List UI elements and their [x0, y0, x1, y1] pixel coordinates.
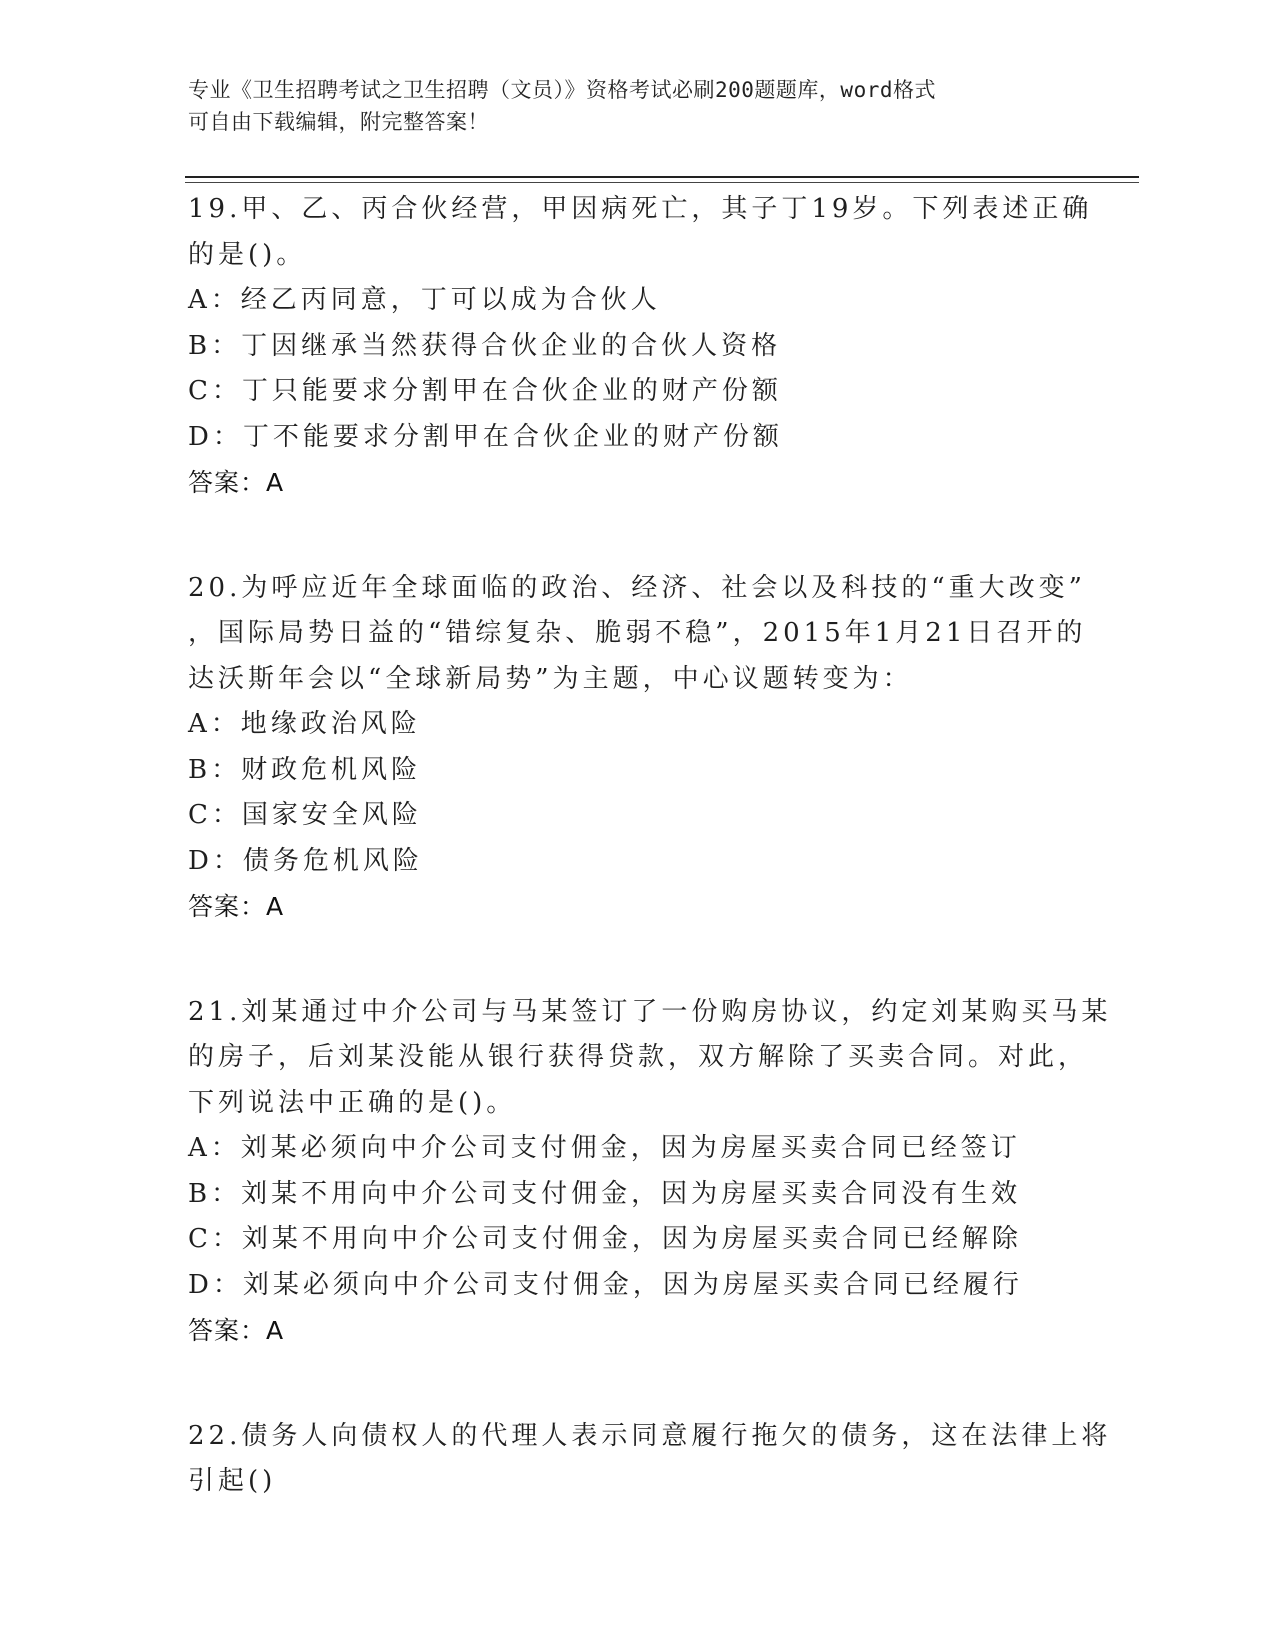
document-header: [188, 74, 1088, 138]
question-19: [188, 187, 1093, 506]
option-a: A：经乙丙同意，丁可以成为合伙人: [188, 285, 661, 315]
question-stem-line: 的房子，后刘某没能从银行获得贷款，双方解除了买卖合同。对此，: [188, 1042, 1089, 1072]
option-a: A：刘某必须向中介公司支付佣金，因为房屋买卖合同已经签订: [188, 1133, 1021, 1163]
header-line-1: 专业《卫生招聘考试之卫生招聘（文员）》资格考试必刷200题题库，word格式: [188, 78, 936, 102]
option-b: B：财政危机风险: [188, 754, 422, 785]
question-20: [188, 566, 1088, 930]
question-22: [188, 1414, 1112, 1505]
question-stem-line: 20.为呼应近年全球面临的政治、经济、社会以及科技的“重大改变”: [188, 572, 1086, 603]
option-b: B：丁因继承当然获得合伙企业的合伙人资格: [188, 330, 782, 361]
header-divider-thick: [185, 176, 1139, 178]
question-stem-line: 引起(): [188, 1466, 277, 1496]
question-stem-line: ，国际局势日益的“错综复杂、脆弱不稳”，2015年1月21日召开的: [188, 618, 1087, 648]
answer-label: 答案：A: [188, 468, 285, 497]
option-d: D：丁不能要求分割甲在合伙企业的财产份额: [188, 421, 783, 452]
answer-label: 答案：A: [188, 892, 285, 921]
option-d: D：刘某必须向中介公司支付佣金，因为房屋买卖合同已经履行: [188, 1269, 1023, 1300]
question-list: [188, 187, 1112, 1565]
option-a: A：地缘政治风险: [188, 709, 421, 739]
option-b: B：刘某不用向中介公司支付佣金，因为房屋买卖合同没有生效: [188, 1178, 1022, 1209]
question-stem-line: 21.刘某通过中介公司与马某签订了一份购房协议，约定刘某购买马某: [188, 996, 1112, 1027]
question-stem-line: 下列说法中正确的是()。: [188, 1087, 517, 1118]
question-stem-line: 22.债务人向债权人的代理人表示同意履行拖欠的债务，这在法律上将: [188, 1420, 1112, 1451]
option-d: D：债务危机风险: [188, 845, 423, 876]
option-c: C：刘某不用向中介公司支付佣金，因为房屋买卖合同已经解除: [188, 1224, 1022, 1254]
question-stem-line: 达沃斯年会以“全球新局势”为主题，中心议题转变为：: [188, 663, 913, 694]
option-c: C：国家安全风险: [188, 800, 422, 830]
question-21: [188, 990, 1112, 1354]
option-c: C：丁只能要求分割甲在合伙企业的财产份额: [188, 376, 782, 406]
header-divider-thin: [185, 182, 1139, 183]
header-line-2: 可自由下载编辑，附完整答案！: [188, 110, 489, 134]
question-stem-line: 19.甲、乙、丙合伙经营，甲因病死亡，其子丁19岁。下列表述正确: [188, 194, 1093, 224]
question-stem-line: 的是()。: [188, 239, 307, 270]
answer-label: 答案：A: [188, 1316, 285, 1345]
